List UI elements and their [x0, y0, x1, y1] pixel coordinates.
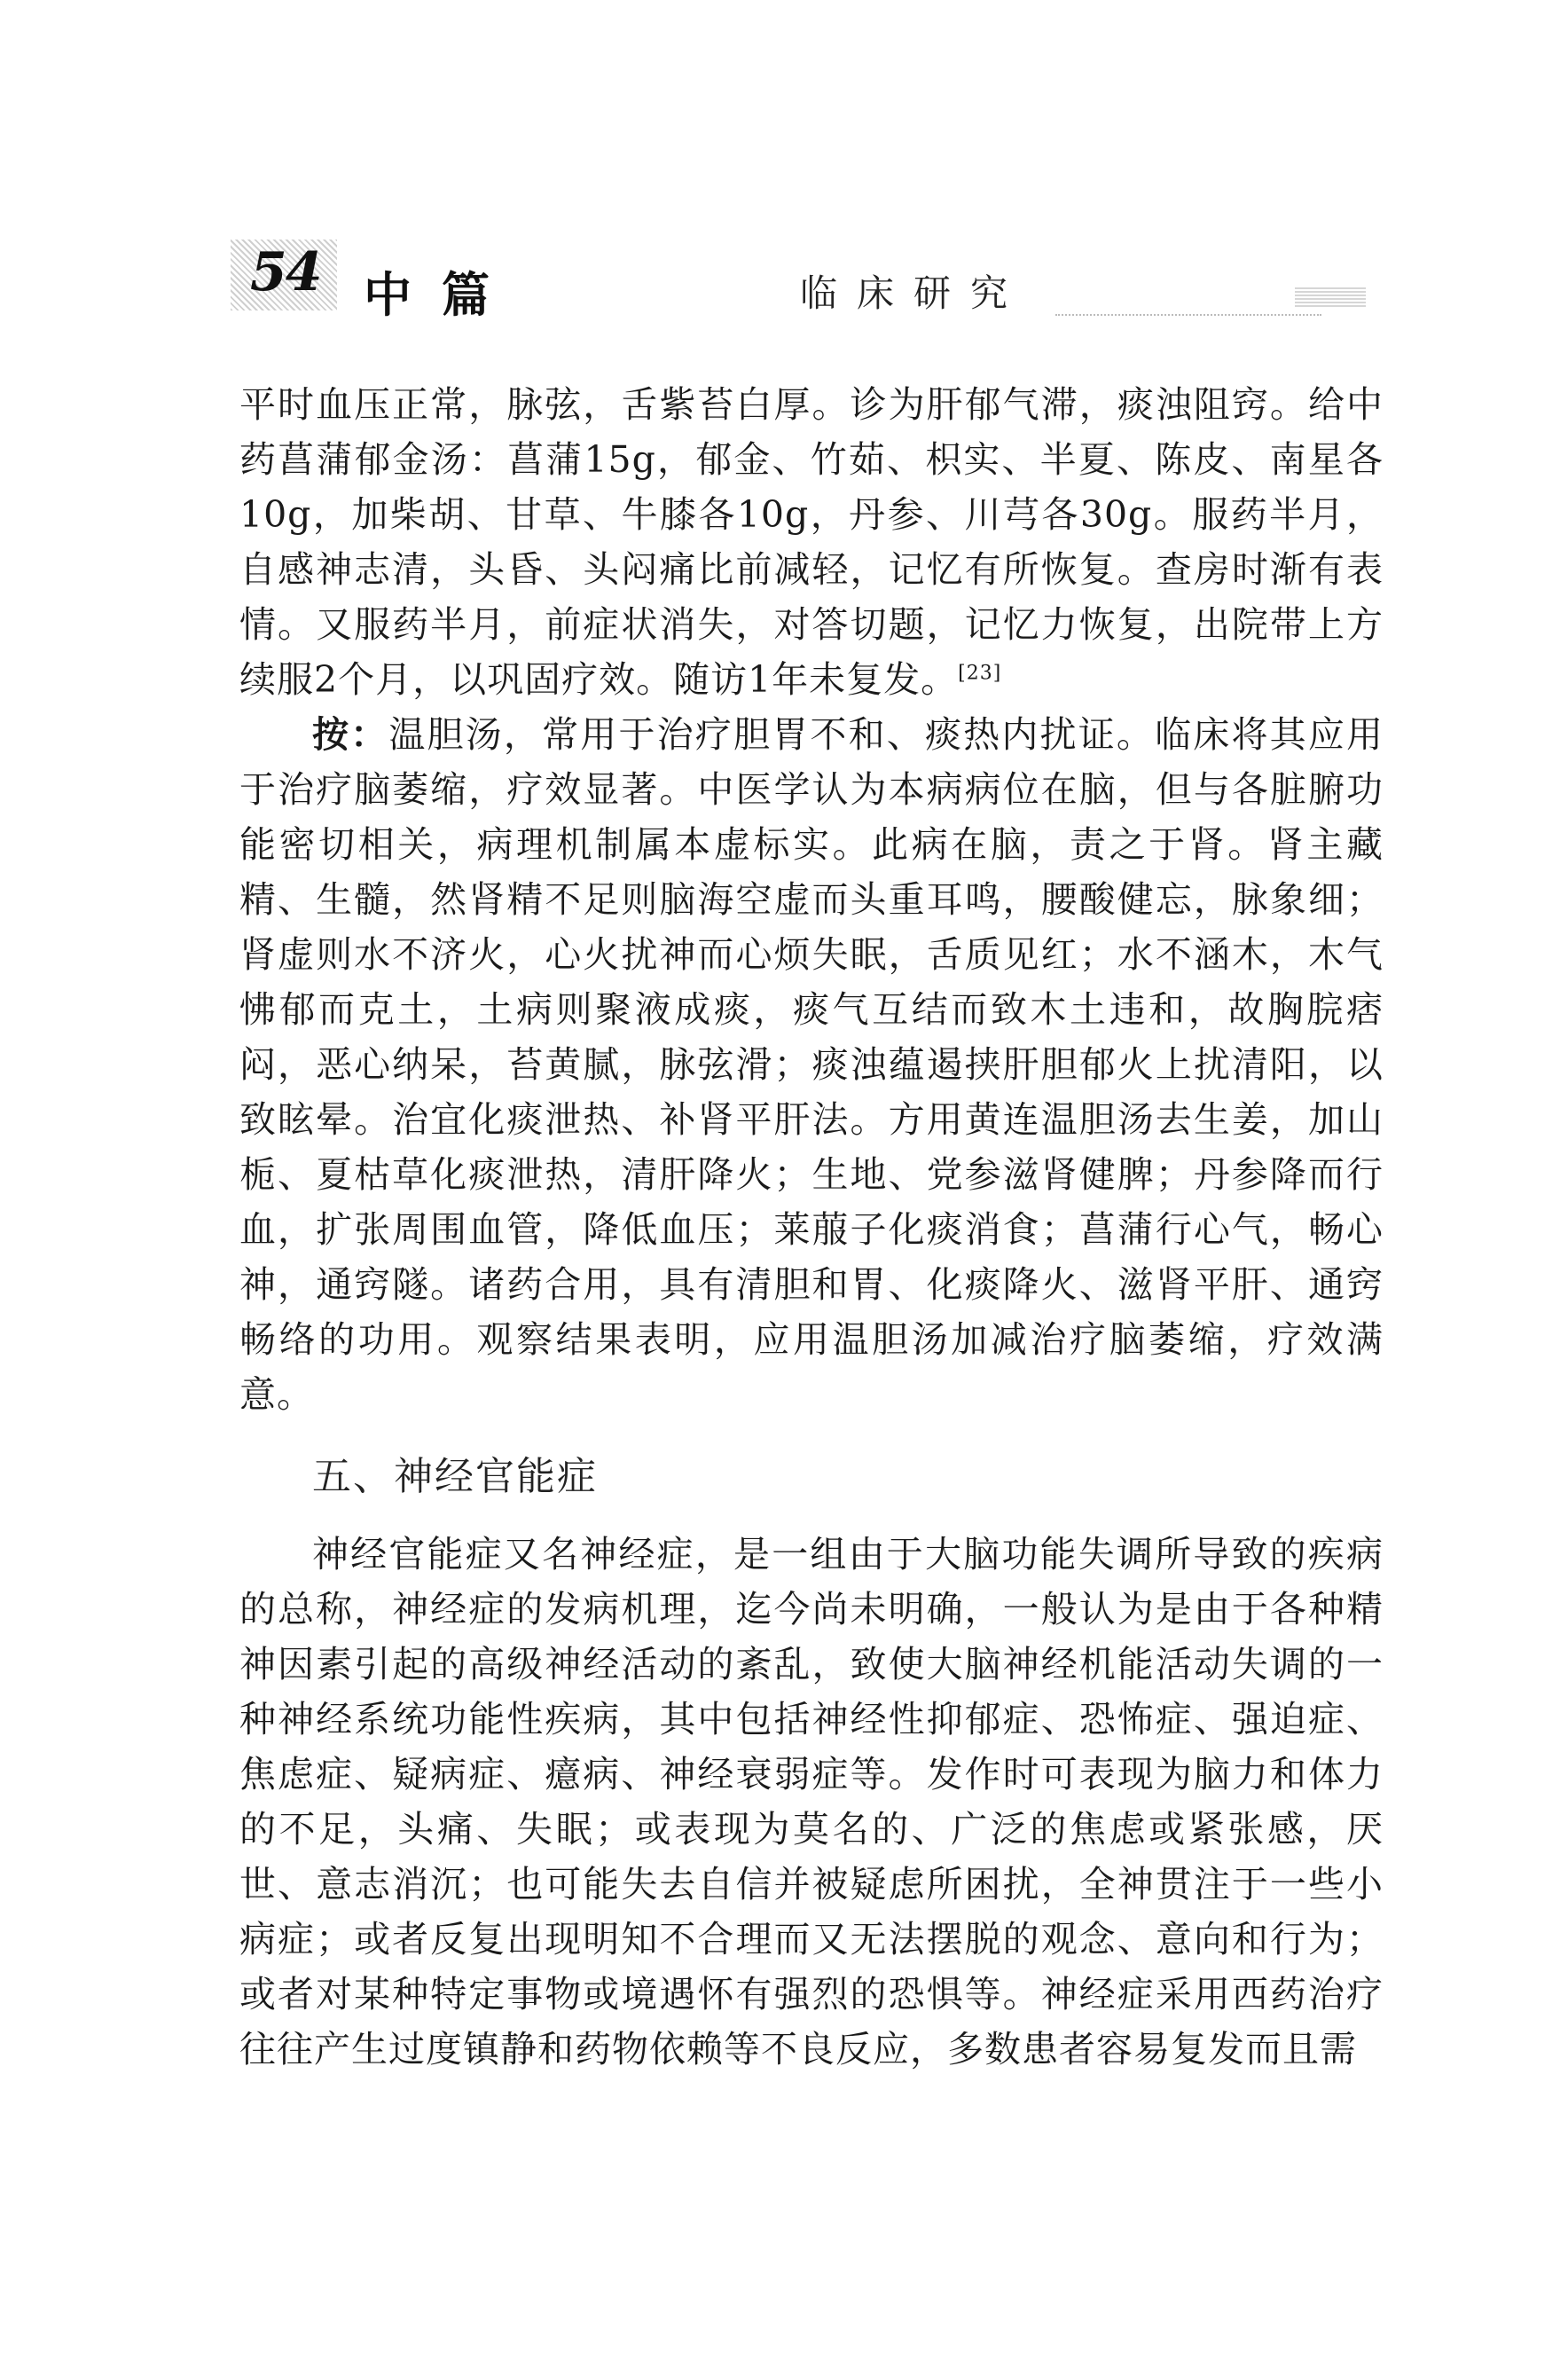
section-title: 中篇 [364, 267, 520, 323]
running-header [231, 232, 1384, 330]
commentary-lead: 按： [312, 713, 389, 756]
paragraph-commentary [239, 707, 1384, 1422]
header-rule [1055, 314, 1321, 316]
header-corner-mark [1295, 286, 1366, 307]
paragraph-text: 温胆汤，常用于治疗胆胃不和、痰热内扰证。临床将其应用于治疗脑萎缩，疗效显著。中医学认为本病病位在脑，但与各脏腑功能密切相关，病理机制属本虚标实。此病在脑，责之于肾。肾主藏精、生髓，然肾精不足则脑海空虚而头重耳鸣，腰酸健忘，脉象细；肾虚则水不济火，心火扰神而心烦失眠，舌质见红；水不涵木，木气怫郁而克土，土病则聚液成痰，痰气互结而致木土违和，故胸脘痞闷，恶心纳呆，苔黄腻，脉弦滑；痰浊蕴遏挟肝胆郁火上扰清阳，以致眩晕。治宜化痰泄热、补肾平肝法。方用黄连温胆汤去生姜，加山栀、夏枯草化痰泄热，清肝降火；生地、党参滋肾健脾；丹参降而行血，扩张周围血管，降低血压；莱菔子化痰消食；菖蒲行心气，畅心神，通窍隧。诸药合用，具有清胆和胃、化痰降火、滋肾平肝、通窍畅络的功用。观察结果表明，应用温胆汤加减治疗脑萎缩，疗效满意。 [239, 713, 1384, 1416]
paragraph-text: 神经官能症又名神经症，是一组由于大脑功能失调所导致的疾病的总称，神经症的发病机理，迄今尚未明确，一般认为是由于各种精神因素引起的高级神经活动的紊乱，致使大脑神经机能活动失调的一种神经系统功能性疾病，其中包括神经性抑郁症、恐怖症、强迫症、焦虑症、疑病症、癔病、神经衰弱症等。发作时可表现为脑力和体力的不足，头痛、失眠；或表现为莫名的、广泛的焦虑或紧张感，厌世、意志消沉；也可能失去自信并被疑虑所困扰，全神贯注于一些小病症；或者反复出现明知不合理而又无法摆脱的观念、意向和行为；或者对某种特定事物或境遇怀有强烈的恐惧等。神经症采用西药治疗往往产生过度镇静和药物依赖等不良反应，多数患者容易复发而且需 [239, 1533, 1384, 2070]
page-number: 54 [250, 241, 321, 303]
body-text [239, 377, 1384, 2077]
paragraph-text: 平时血压正常，脉弦，舌紫苔白厚。诊为肝郁气滞，痰浊阻窍。给中药菖蒲郁金汤：菖蒲15g，郁金、竹茹、枳实、半夏、陈皮、南星各10g，加柴胡、甘草、牛膝各10g，丹参、川芎各30g。服药半月，自感神志清，头昏、头闷痛比前减轻，记忆有所恢复。查房时渐有表情。又服药半月，前症状消失，对答切题，记忆力恢复，出院带上方续服2个月，以巩固疗效。随访1年未复发。 [239, 383, 1384, 701]
section-heading: 五、神经官能症 [312, 1454, 598, 1499]
part-title: 临床研究 [800, 271, 1028, 315]
paragraph-neurosis [239, 1527, 1384, 2077]
citation-ref: [23] [958, 662, 1002, 685]
paragraph-case-continued [239, 377, 1384, 707]
